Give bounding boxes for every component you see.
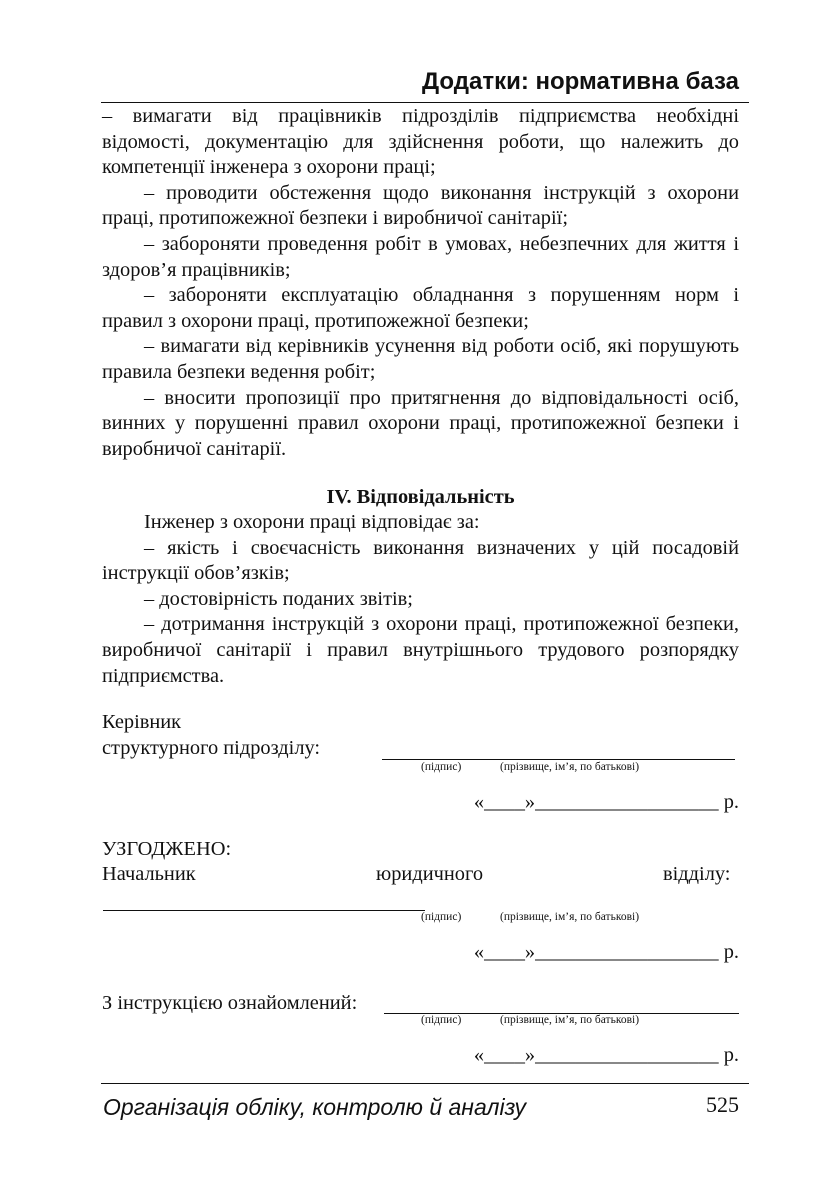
caption-sign: (підпис) bbox=[421, 911, 462, 923]
page-number: 525 bbox=[706, 1092, 739, 1117]
caption-name: (прізвище, ім’я, по батькові) bbox=[500, 1014, 640, 1026]
list-item: – достовірність поданих звітів; bbox=[144, 587, 413, 610]
head-label-line2: структурного підрозділу: bbox=[102, 737, 321, 759]
list-item: – якість і своєчасність виконання визначених у цій посадовій інструкції обов’язків; bbox=[102, 536, 739, 585]
paragraph: – вимагати від працівників підрозділів підприємства необхідні відомості, документацію для здійснення роботи, що належить до компетенції інженера з охорони праці; bbox=[102, 105, 739, 179]
date-field: «____»__________________ р. bbox=[473, 941, 739, 963]
caption-name: (прізвище, ім’я, по батькові) bbox=[500, 761, 640, 773]
legal-label-word2: юридичного bbox=[376, 863, 484, 885]
paragraph: – забороняти експлуатацію обладнання з порушенням норм і правил з охорони праці, протипожежної безпеки; bbox=[102, 284, 739, 332]
legal-label-word1: Начальник bbox=[102, 863, 196, 885]
signature-line bbox=[382, 759, 735, 760]
list-item: – дотримання інструкцій з охорони праці, протипожежної безпеки, виробничої санітарії і правил внутрішнього трудового розпорядку підприємства. bbox=[102, 613, 739, 687]
caption-sign: (підпис) bbox=[421, 761, 462, 773]
paragraph: – проводити обстеження щодо виконання інструкцій з охорони праці, протипожежної безпеки і виробничої санітарії; bbox=[102, 181, 739, 230]
head-label-line1: Керівник bbox=[102, 711, 182, 733]
running-header: Додатки: нормативна база bbox=[422, 68, 739, 95]
caption-name: (прізвище, ім’я, по батькові) bbox=[500, 911, 640, 923]
running-footer: Організація обліку, контролю й аналізу bbox=[103, 1094, 527, 1120]
date-field: «____»__________________ р. bbox=[473, 1044, 739, 1066]
agreed-heading: УЗГОДЖЕНО: bbox=[102, 838, 232, 860]
paragraph: – вимагати від керівників усунення від роботи осіб, які порушують правила безпеки ведення робіт; bbox=[102, 335, 739, 383]
caption-sign: (підпис) bbox=[421, 1014, 462, 1026]
footer-rule bbox=[101, 1083, 749, 1084]
rights-list bbox=[102, 104, 739, 462]
section-intro: Інженер з охорони праці відповідає за: bbox=[144, 511, 480, 533]
date-field: «____»__________________ р. bbox=[473, 791, 739, 813]
legal-label-word3: відділу: bbox=[663, 863, 731, 885]
paragraph: – вносити пропозиції про притягнення до відповідальності осіб, винних у порушенні правил охорони праці, протипожежної безпеки і виробничої санітарії. bbox=[102, 386, 739, 460]
acquainted-label: З інструкцією ознайомлений: bbox=[102, 992, 358, 1014]
section-title: IV. Відповідальність bbox=[326, 486, 515, 508]
responsibility-list bbox=[102, 510, 739, 689]
signature-line bbox=[103, 910, 425, 911]
paragraph: – забороняти проведення робіт в умовах, небезпечних для життя і здоров’я працівників; bbox=[102, 232, 739, 281]
header-rule bbox=[101, 102, 749, 103]
